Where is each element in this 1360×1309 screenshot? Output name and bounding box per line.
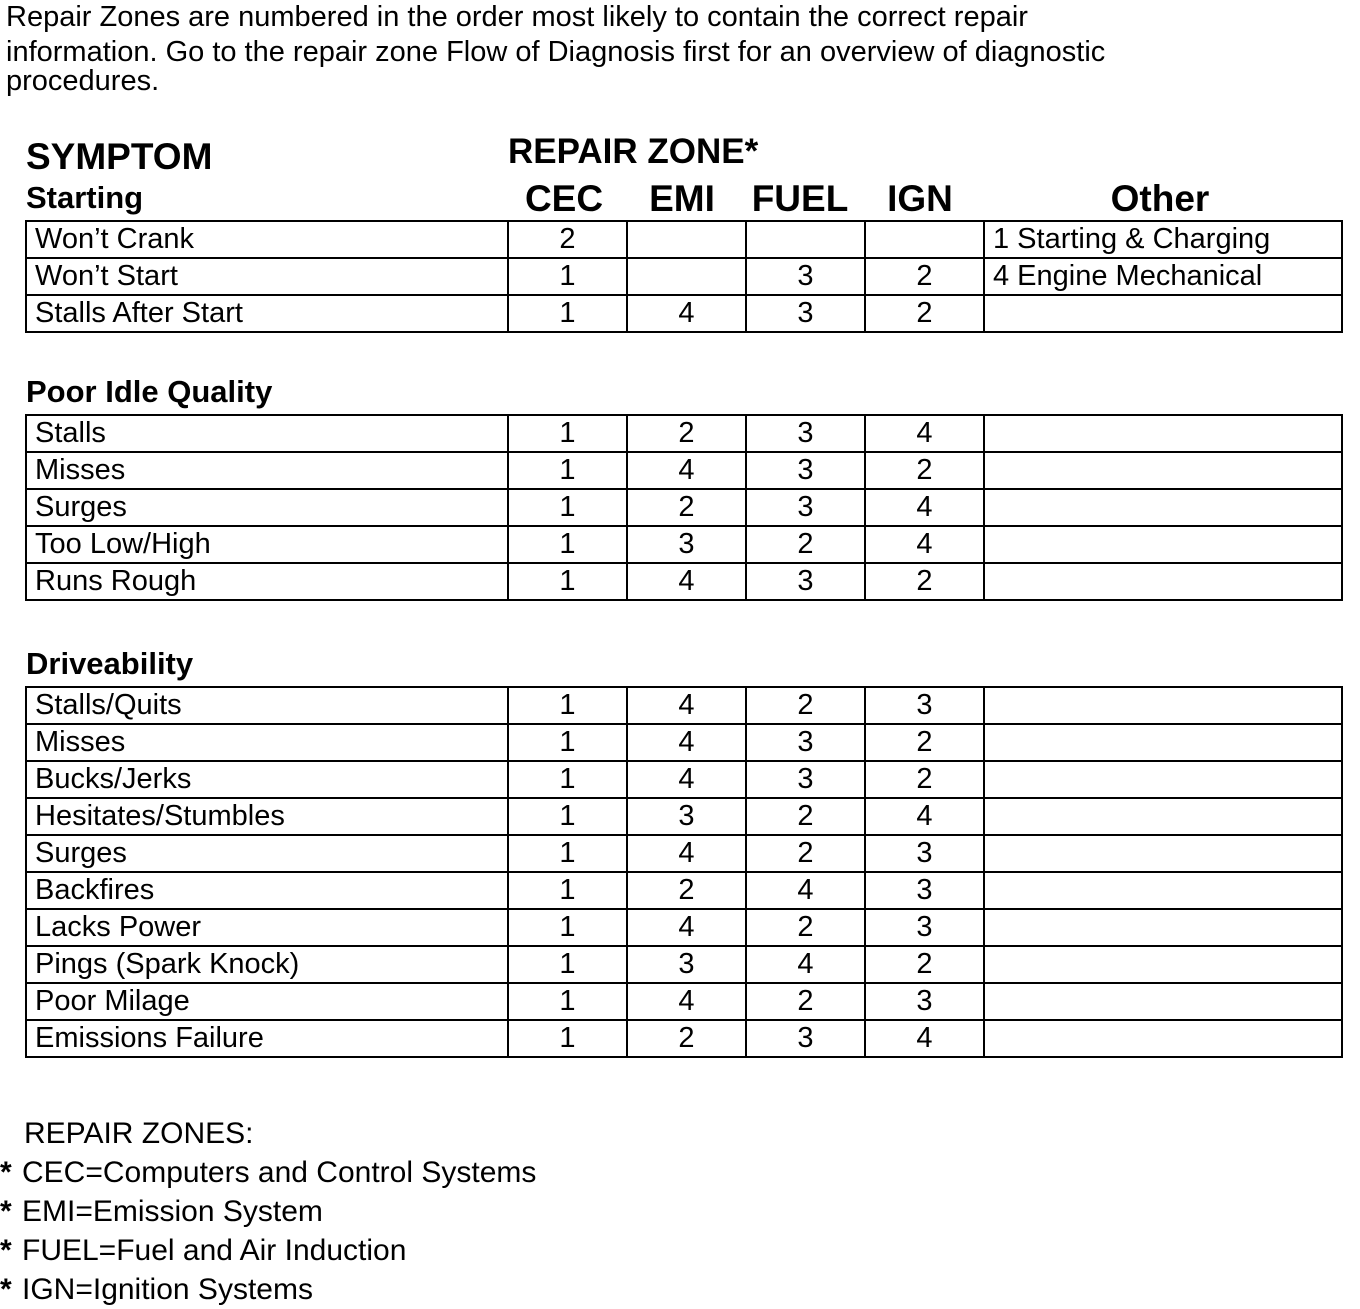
cec-cell: 1 [508, 687, 627, 724]
ign-cell: 2 [865, 295, 984, 332]
emi-cell: 4 [627, 724, 746, 761]
legend-item-text: EMI=Emission System [22, 1195, 323, 1228]
other-cell [984, 563, 1342, 600]
cec-cell: 1 [508, 415, 627, 452]
cec-cell: 1 [508, 258, 627, 295]
asterisk-marker: * [0, 1195, 12, 1228]
symptom-cell: Runs Rough [26, 563, 508, 600]
intro-line-2: information. Go to the repair zone Flow of Diagnosis first for an overview of diagnostic [6, 36, 1106, 68]
cec-cell: 1 [508, 452, 627, 489]
symptom-cell: Misses [26, 452, 508, 489]
table-row [26, 1020, 1342, 1057]
emi-cell: 2 [627, 872, 746, 909]
fuel-cell: 3 [746, 258, 865, 295]
symptom-cell: Hesitates/Stumbles [26, 798, 508, 835]
ign-cell: 3 [865, 909, 984, 946]
other-cell: 4 Engine Mechanical [984, 258, 1342, 295]
symptom-cell: Emissions Failure [26, 1020, 508, 1057]
symptom-cell: Surges [26, 489, 508, 526]
ign-cell: 3 [865, 983, 984, 1020]
asterisk-marker: * [0, 1234, 12, 1267]
legend-item-cec [0, 1153, 536, 1192]
symptom-heading: SYMPTOM [26, 136, 213, 177]
cec-cell: 1 [508, 835, 627, 872]
fuel-cell: 3 [746, 724, 865, 761]
ign-cell: 2 [865, 946, 984, 983]
other-cell [984, 724, 1342, 761]
ign-cell: 2 [865, 563, 984, 600]
legend-item-text: IGN=Ignition Systems [22, 1273, 313, 1306]
fuel-cell: 3 [746, 489, 865, 526]
table-row [26, 221, 1342, 258]
emi-cell: 4 [627, 563, 746, 600]
fuel-cell: 2 [746, 687, 865, 724]
table-row [26, 563, 1342, 600]
emi-cell: 4 [627, 835, 746, 872]
ign-cell: 3 [865, 872, 984, 909]
symptom-cell: Stalls [26, 415, 508, 452]
fuel-cell: 4 [746, 872, 865, 909]
section-title-starting: Starting [26, 180, 144, 215]
ign-cell: 4 [865, 1020, 984, 1057]
cec-cell: 2 [508, 221, 627, 258]
symptom-cell: Won’t Crank [26, 221, 508, 258]
fuel-cell: 3 [746, 1020, 865, 1057]
repair-zones-legend [0, 1114, 536, 1309]
cec-cell: 1 [508, 1020, 627, 1057]
ign-cell: 2 [865, 258, 984, 295]
cec-cell: 1 [508, 946, 627, 983]
fuel-cell [746, 221, 865, 258]
table-row [26, 526, 1342, 563]
fuel-cell: 3 [746, 452, 865, 489]
cec-cell: 1 [508, 526, 627, 563]
fuel-cell: 3 [746, 415, 865, 452]
fuel-cell: 3 [746, 761, 865, 798]
fuel-cell: 2 [746, 835, 865, 872]
cec-cell: 1 [508, 563, 627, 600]
asterisk-marker: * [0, 1273, 12, 1306]
symptom-cell: Won’t Start [26, 258, 508, 295]
symptom-cell: Lacks Power [26, 909, 508, 946]
cec-cell: 1 [508, 798, 627, 835]
table-row [26, 798, 1342, 835]
fuel-cell: 2 [746, 526, 865, 563]
cec-cell: 1 [508, 909, 627, 946]
symptom-cell: Bucks/Jerks [26, 761, 508, 798]
fuel-cell: 3 [746, 563, 865, 600]
table-row [26, 983, 1342, 1020]
driveability-table [25, 686, 1343, 1058]
legend-item-text: CEC=Computers and Control Systems [22, 1156, 537, 1189]
table-row [26, 258, 1342, 295]
ign-cell: 3 [865, 687, 984, 724]
symptom-cell: Poor Milage [26, 983, 508, 1020]
starting-table [25, 220, 1343, 333]
legend-title: REPAIR ZONES: [24, 1117, 254, 1150]
emi-cell: 3 [627, 526, 746, 563]
other-cell [984, 452, 1342, 489]
column-header-cec: CEC [524, 178, 604, 219]
other-cell [984, 687, 1342, 724]
emi-cell: 2 [627, 1020, 746, 1057]
table-row [26, 761, 1342, 798]
other-cell [984, 983, 1342, 1020]
ign-cell: 2 [865, 724, 984, 761]
table-row [26, 295, 1342, 332]
emi-cell: 2 [627, 415, 746, 452]
emi-cell: 4 [627, 761, 746, 798]
table-row [26, 835, 1342, 872]
emi-cell: 3 [627, 798, 746, 835]
ign-cell [865, 221, 984, 258]
symptom-cell: Too Low/High [26, 526, 508, 563]
emi-cell: 4 [627, 909, 746, 946]
ign-cell: 2 [865, 761, 984, 798]
table-row [26, 415, 1342, 452]
fuel-cell: 4 [746, 946, 865, 983]
symptom-cell: Backfires [26, 872, 508, 909]
other-cell [984, 1020, 1342, 1057]
emi-cell: 4 [627, 983, 746, 1020]
cec-cell: 1 [508, 489, 627, 526]
ign-cell: 4 [865, 415, 984, 452]
table-row [26, 909, 1342, 946]
legend-item-emi [0, 1192, 536, 1231]
intro-line-3: procedures. [6, 65, 160, 97]
fuel-cell: 2 [746, 909, 865, 946]
emi-cell [627, 221, 746, 258]
other-cell [984, 526, 1342, 563]
emi-cell: 2 [627, 489, 746, 526]
other-cell [984, 489, 1342, 526]
legend-item-fuel [0, 1231, 536, 1270]
fuel-cell: 2 [746, 798, 865, 835]
column-header-fuel: FUEL [751, 178, 849, 219]
intro-text [6, 0, 1346, 99]
other-cell [984, 835, 1342, 872]
other-cell [984, 909, 1342, 946]
fuel-cell: 2 [746, 983, 865, 1020]
cec-cell: 1 [508, 872, 627, 909]
column-header-ign: IGN [887, 178, 953, 219]
symptom-cell: Pings (Spark Knock) [26, 946, 508, 983]
fuel-cell: 3 [746, 295, 865, 332]
table-row [26, 687, 1342, 724]
legend-item-text: FUEL=Fuel and Air Induction [22, 1234, 407, 1267]
column-header-emi: EMI [649, 178, 715, 219]
table-row [26, 452, 1342, 489]
other-cell [984, 295, 1342, 332]
cec-cell: 1 [508, 761, 627, 798]
other-cell [984, 872, 1342, 909]
emi-cell [627, 258, 746, 295]
other-cell: 1 Starting & Charging [984, 221, 1342, 258]
cec-cell: 1 [508, 983, 627, 1020]
emi-cell: 4 [627, 295, 746, 332]
section-title-poor-idle-quality: Poor Idle Quality [26, 374, 273, 409]
other-cell [984, 798, 1342, 835]
ign-cell: 4 [865, 489, 984, 526]
emi-cell: 3 [627, 946, 746, 983]
emi-cell: 4 [627, 687, 746, 724]
ign-cell: 4 [865, 526, 984, 563]
other-cell [984, 415, 1342, 452]
legend-item-ign [0, 1270, 536, 1309]
intro-line-1: Repair Zones are numbered in the order most likely to contain the correct repair [6, 1, 1028, 33]
cec-cell: 1 [508, 724, 627, 761]
table-row [26, 724, 1342, 761]
other-cell [984, 946, 1342, 983]
ign-cell: 2 [865, 452, 984, 489]
symptom-cell: Surges [26, 835, 508, 872]
ign-cell: 3 [865, 835, 984, 872]
symptom-cell: Stalls After Start [26, 295, 508, 332]
ign-cell: 4 [865, 798, 984, 835]
repair-zone-heading: REPAIR ZONE* [508, 132, 759, 171]
table-row [26, 946, 1342, 983]
asterisk-marker: * [0, 1156, 12, 1189]
poor-idle-quality-table [25, 414, 1343, 601]
cec-cell: 1 [508, 295, 627, 332]
emi-cell: 4 [627, 452, 746, 489]
section-title-driveability: Driveability [26, 646, 194, 681]
symptom-cell: Stalls/Quits [26, 687, 508, 724]
table-row [26, 489, 1342, 526]
column-header-other: Other [1110, 178, 1210, 219]
symptom-cell: Misses [26, 724, 508, 761]
table-row [26, 872, 1342, 909]
other-cell [984, 761, 1342, 798]
